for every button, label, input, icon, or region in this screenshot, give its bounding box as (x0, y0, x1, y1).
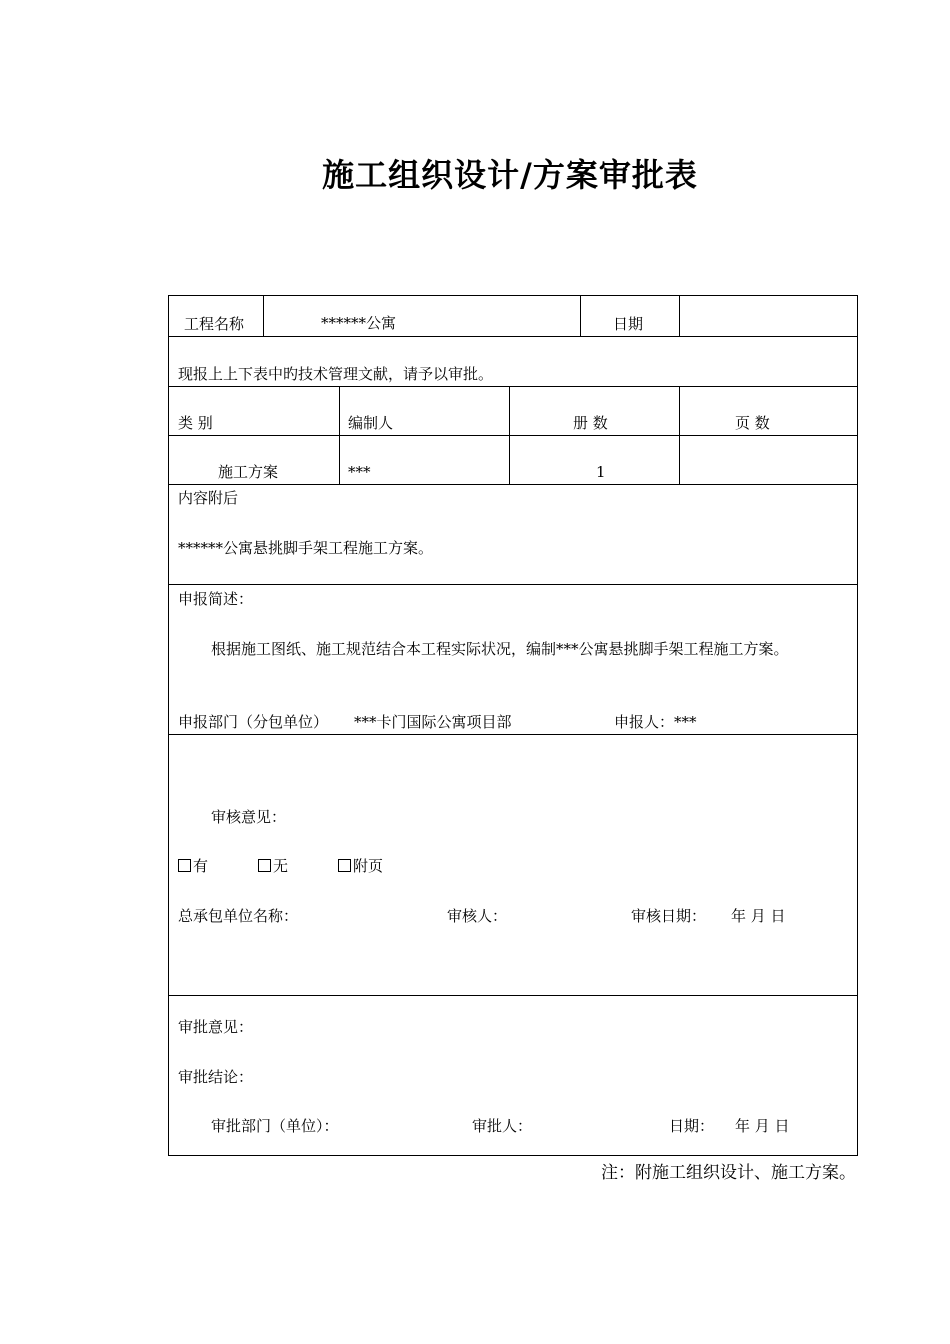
option-attachment[interactable] (338, 856, 383, 876)
intro-text: 现报上上下表中旳技术管理文献，请予以审批。 (178, 365, 494, 383)
project-name-value[interactable]: ******公寓 (321, 314, 397, 332)
author-value[interactable]: *** (348, 463, 371, 481)
option-label: 附页 (353, 857, 384, 875)
submission-dept-label: 申报部门（分包单位） (178, 713, 329, 731)
col-divider (339, 386, 340, 484)
attachment-text: ******公寓悬挑脚手架工程施工方案。 (178, 539, 434, 557)
approval-date-label: 日期： (669, 1117, 715, 1135)
approver-label: 审批人： (472, 1117, 533, 1135)
footnote: 注：附施工组织设计、施工方案。 (601, 1163, 856, 1183)
reviewer-label: 审核人： (447, 907, 508, 925)
col-divider (509, 386, 510, 484)
option-yes[interactable] (178, 856, 208, 876)
volumes-value[interactable]: 1 (596, 463, 606, 481)
submission-label: 申报简述： (178, 590, 254, 608)
category-header: 类 别 (178, 414, 213, 432)
pages-header: 页 数 (735, 414, 770, 432)
approval-dept-label: 审批部门（单位）： (211, 1117, 339, 1135)
approval-conclusion-label: 审批结论： (178, 1068, 254, 1086)
approval-form-table (168, 295, 858, 1156)
date-label: 日期 (613, 315, 644, 333)
col-divider (679, 386, 680, 484)
row-divider (169, 435, 857, 436)
review-options (178, 856, 433, 876)
option-label: 有 (193, 857, 209, 875)
col-divider (580, 296, 581, 336)
row-divider (169, 484, 857, 485)
author-header: 编制人 (348, 414, 394, 432)
attachment-label: 内容附后 (178, 489, 239, 507)
review-date-label: 审核日期： (631, 907, 707, 925)
category-value[interactable]: 施工方案 (218, 463, 279, 481)
checkbox-icon[interactable] (338, 859, 351, 872)
row-divider (169, 584, 857, 585)
row-divider (169, 995, 857, 996)
submitter: 申报人：*** (614, 713, 697, 731)
submission-body: 根据施工图纸、施工规范结合本工程实际状况，编制***公寓悬挑脚手架工程施工方案。 (211, 640, 789, 658)
submission-dept-value: ***卡门国际公寓项目部 (354, 713, 512, 731)
volumes-header: 册 数 (573, 414, 608, 432)
checkbox-icon[interactable] (258, 859, 271, 872)
form-title: 施工组织设计/方案审批表 (322, 156, 698, 194)
review-date-parts: 年 月 日 (731, 907, 786, 925)
option-no[interactable] (258, 856, 288, 876)
col-divider (679, 296, 680, 336)
row-divider (169, 386, 857, 387)
option-label: 无 (273, 857, 289, 875)
row-divider (169, 734, 857, 735)
row-divider (169, 336, 857, 337)
checkbox-icon[interactable] (178, 859, 191, 872)
review-opinion-label: 审核意见： (211, 808, 287, 826)
project-name-label: 工程名称 (184, 315, 245, 333)
approval-date-parts: 年 月 日 (735, 1117, 790, 1135)
approval-opinion-label: 审批意见： (178, 1018, 254, 1036)
col-divider (263, 296, 264, 336)
contractor-label: 总承包单位名称： (178, 907, 299, 925)
